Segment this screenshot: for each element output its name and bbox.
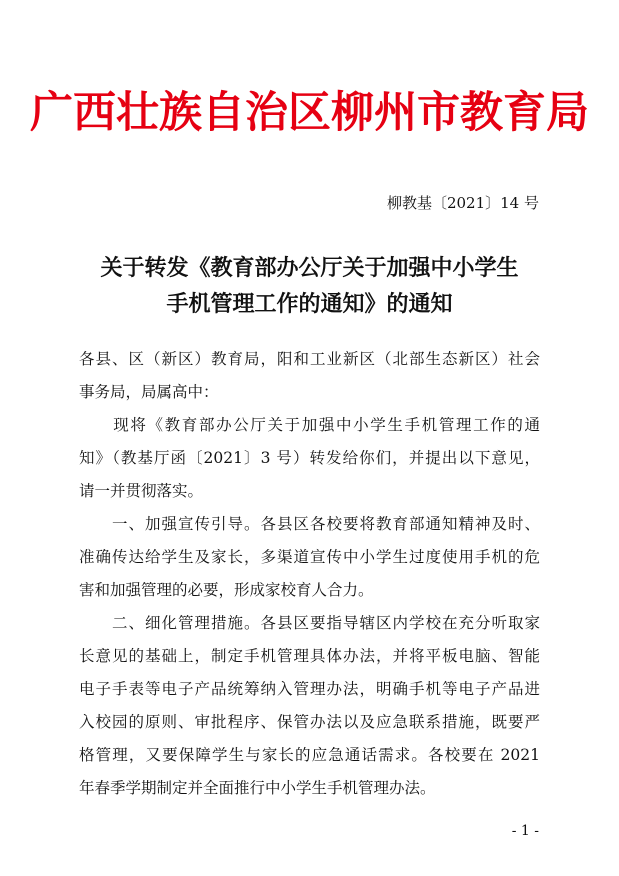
page-number: - 1 -: [511, 823, 539, 839]
body-line: 各县、区（新区）教育局，阳和工业新区（北部生态新区）社会: [79, 350, 540, 368]
body-line: 害和加强管理的必要，形成家校育人合力。: [79, 581, 374, 599]
body-line: 长意见的基础上，制定手机管理具体办法，并将平板电脑、智能: [79, 647, 540, 665]
body-line: 知》（教基厅函〔2021〕3 号）转发给你们，并提出以下意见，: [79, 449, 540, 467]
body-line: 二、细化管理措施。各县区要指导辖区内学校在充分听取家: [79, 614, 540, 632]
document-title-line-1: 关于转发《教育部办公厅关于加强中小学生: [100, 255, 519, 281]
body-line: 格管理，又要保障学生与家长的应急通话需求。各校要在 2021: [79, 746, 540, 764]
document-title-line-2: 手机管理工作的通知》的通知: [166, 291, 453, 317]
body-line: 请一并贯彻落实。: [79, 482, 204, 500]
body-line: 准确传达给学生及家长，多渠道宣传中小学生过度使用手机的危: [79, 548, 540, 566]
body-line: 年春季学期制定并全面推行中小学生手机管理办法。: [79, 779, 436, 797]
body-line: 一、加强宣传引导。各县区各校要将教育部通知精神及时、: [79, 515, 540, 533]
body-line: 入校园的原则、审批程序、保管办法以及应急联系措施，既要严: [79, 713, 540, 731]
body-line: 电子手表等电子产品统筹纳入管理办法，明确手机等电子产品进: [79, 680, 540, 698]
body-line: 事务局，局属高中：: [79, 383, 219, 401]
issuer-header: 广西壮族自治区柳州市教育局: [30, 88, 589, 138]
body-line: 现将《教育部办公厅关于加强中小学生手机管理工作的通: [79, 416, 540, 434]
document-number: 柳教基〔2021〕14 号: [386, 194, 539, 212]
